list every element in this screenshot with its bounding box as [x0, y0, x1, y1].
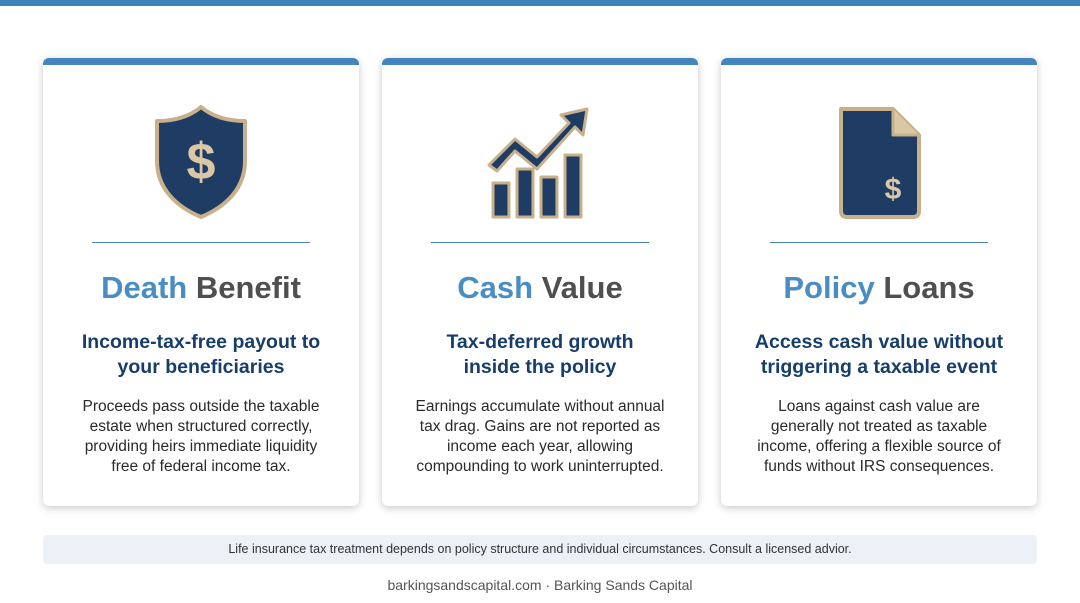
card-policy-loans [721, 58, 1037, 506]
card-body-line: income, offering a flexible source of [757, 438, 1001, 455]
shield-dollar-icon [43, 103, 359, 223]
card-body [404, 397, 676, 477]
disclaimer-banner: Life insurance tax treatment depends on policy structure and individual circumstances. Consult a licensed advior. [43, 535, 1037, 564]
card-title [43, 270, 359, 306]
card-subtitle-line: inside the policy [463, 356, 617, 378]
card-body-line: tax drag. Gains are not reported as [419, 418, 661, 435]
footer-text: barkingsandscapital.com · Barking Sands Capital [387, 577, 693, 593]
card-title-accent: Cash [457, 270, 534, 305]
card-subtitle-line: Access cash value without [754, 331, 1004, 353]
card-body-line: compounding to work uninterrupted. [416, 458, 664, 475]
card-cash-value [382, 58, 698, 506]
card-body [65, 397, 337, 477]
card-title-rest: Loans [883, 270, 975, 305]
card-title-accent: Policy [783, 270, 875, 305]
card-subtitle-line: your beneficiaries [117, 356, 285, 378]
card-title [721, 270, 1037, 306]
card-divider [92, 242, 310, 243]
top-accent-bar [0, 0, 1080, 6]
card-body-line: generally not treated as taxable [770, 418, 988, 435]
card-title-rest: Value [541, 270, 623, 305]
card-death-benefit [43, 58, 359, 506]
card-subtitle [735, 330, 1023, 380]
card-title-accent: Death [101, 270, 188, 305]
card-subtitle [396, 330, 684, 380]
document-dollar-icon [721, 103, 1037, 223]
card-subtitle [57, 330, 345, 380]
card-body-line: Proceeds pass outside the taxable [82, 398, 320, 415]
card-body-line: free of federal income tax. [111, 458, 291, 475]
svg-text:$: $ [186, 133, 216, 191]
card-body-line: funds without IRS consequences. [763, 458, 995, 475]
card-subtitle-line: Tax-deferred growth [446, 331, 634, 353]
card-subtitle-line: triggering a taxable event [760, 356, 998, 378]
card-title [382, 270, 698, 306]
svg-text:$: $ [884, 173, 902, 206]
card-body [743, 397, 1015, 477]
card-divider [770, 242, 988, 243]
card-body-line: Earnings accumulate without annual [415, 398, 665, 415]
card-divider [431, 242, 649, 243]
card-body-line: estate when structured correctly, [89, 418, 313, 435]
card-subtitle-line: Income-tax-free payout to [81, 331, 321, 353]
card-title-rest: Benefit [195, 270, 301, 305]
card-body-line: providing heirs immediate liquidity [84, 438, 318, 455]
growth-chart-icon [382, 103, 698, 223]
card-body-line: income each year, allowing [446, 438, 634, 455]
card-body-line: Loans against cash value are [778, 398, 980, 415]
